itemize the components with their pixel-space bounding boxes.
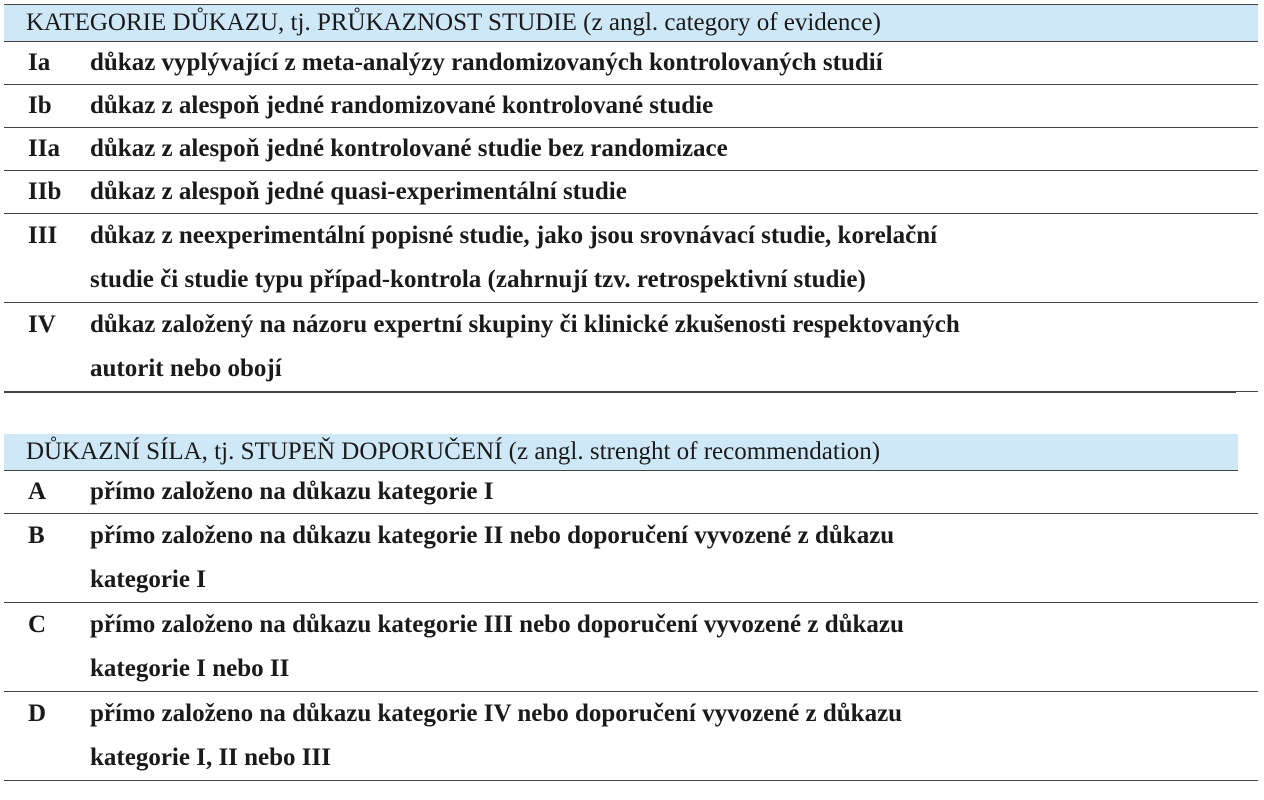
recommendation-strength-row-description <box>90 603 1258 691</box>
recommendation-strength-row-description-line: kategorie I, II nebo III <box>90 744 331 771</box>
evidence-category-row <box>4 303 1258 391</box>
evidence-category-row-code: IIa <box>28 135 60 162</box>
recommendation-strength-row-description-line: přímo založeno na důkazu kategorie I <box>90 478 494 505</box>
evidence-category-row-description-line: důkaz z alespoň jedné kontrolované studie bez randomizace <box>90 135 728 162</box>
recommendation-strength-row-description-line: kategorie I <box>90 566 206 593</box>
evidence-category-row-description <box>90 85 1258 127</box>
evidence-category-row-description-line: důkaz z neexperimentální popisné studie, jako jsou srovnávací studie, korelační <box>90 222 938 249</box>
evidence-category-row-description-line: důkaz z alespoň jedné randomizované kontrolované studie <box>90 92 714 119</box>
evidence-category-row <box>4 42 1258 85</box>
recommendation-strength-header <box>4 434 1238 471</box>
evidence-category-row-description <box>90 303 1258 391</box>
evidence-category-row-description <box>90 214 1258 302</box>
recommendation-strength-row-code: D <box>28 700 47 727</box>
evidence-category-row-description-line: studie či studie typu případ-kontrola (zahrnují tzv. retrospektivní studie) <box>90 266 866 293</box>
evidence-category-row-code: Ib <box>28 92 52 119</box>
evidence-category-row <box>4 128 1258 171</box>
recommendation-strength-row-description <box>90 514 1258 602</box>
evidence-category-row-code: Ia <box>28 49 51 76</box>
evidence-category-title: KATEGORIE DŮKAZU, tj. PRŮKAZNOST STUDIE <box>26 9 577 36</box>
evidence-category-rows <box>4 42 1258 391</box>
evidence-category-header <box>4 5 1258 42</box>
table-gap <box>4 392 1258 434</box>
evidence-category-row-description <box>90 128 1258 170</box>
recommendation-strength-row-description <box>90 692 1258 780</box>
recommendation-strength-row <box>4 514 1258 603</box>
recommendation-strength-row-description <box>90 471 1258 513</box>
evidence-category-row-description-line: důkaz z alespoň jedné quasi-experimentální studie <box>90 178 627 205</box>
evidence-category-row <box>4 214 1258 303</box>
evidence-category-row-description <box>90 171 1258 213</box>
evidence-category-row-description-line: důkaz vyplývající z meta-analýzy randomizovaných kontrolovaných studií <box>90 49 883 76</box>
evidence-category-row-description-line: důkaz založený na názoru expertní skupiny či klinické zkušenosti respektovaných <box>90 311 960 338</box>
evidence-grading-document <box>4 4 1258 781</box>
recommendation-strength-title: DŮKAZNÍ SÍLA, tj. STUPEŇ DOPORUČENÍ <box>26 438 503 465</box>
recommendation-strength-table <box>4 434 1258 781</box>
recommendation-strength-row <box>4 692 1258 780</box>
recommendation-strength-row <box>4 471 1258 514</box>
evidence-category-row-code: III <box>28 222 58 249</box>
evidence-category-row-description-line: autorit nebo obojí <box>90 355 282 382</box>
recommendation-strength-rows <box>4 471 1258 780</box>
evidence-category-note: (z angl. category of evidence) <box>583 9 881 36</box>
evidence-category-row-code: IV <box>28 311 56 338</box>
evidence-category-row <box>4 85 1258 128</box>
evidence-category-row-description <box>90 42 1258 84</box>
recommendation-strength-row-description-line: přímo založeno na důkazu kategorie II nebo doporučení vyvozené z důkazu <box>90 522 895 549</box>
separator-rule <box>4 392 1236 393</box>
recommendation-strength-row-code: C <box>28 611 47 638</box>
recommendation-strength-row-code: A <box>28 478 47 505</box>
evidence-category-row <box>4 171 1258 214</box>
evidence-category-table <box>4 4 1258 392</box>
recommendation-strength-row-description-line: přímo založeno na důkazu kategorie IV nebo doporučení vyvozené z důkazu <box>90 700 903 727</box>
recommendation-strength-row-description-line: přímo založeno na důkazu kategorie III nebo doporučení vyvozené z důkazu <box>90 611 904 638</box>
recommendation-strength-note: (z angl. strenght of recommendation) <box>508 438 881 465</box>
recommendation-strength-row-description-line: kategorie I nebo II <box>90 655 290 682</box>
evidence-category-row-code: IIb <box>28 178 62 205</box>
recommendation-strength-row <box>4 603 1258 692</box>
recommendation-strength-row-code: B <box>28 522 45 549</box>
